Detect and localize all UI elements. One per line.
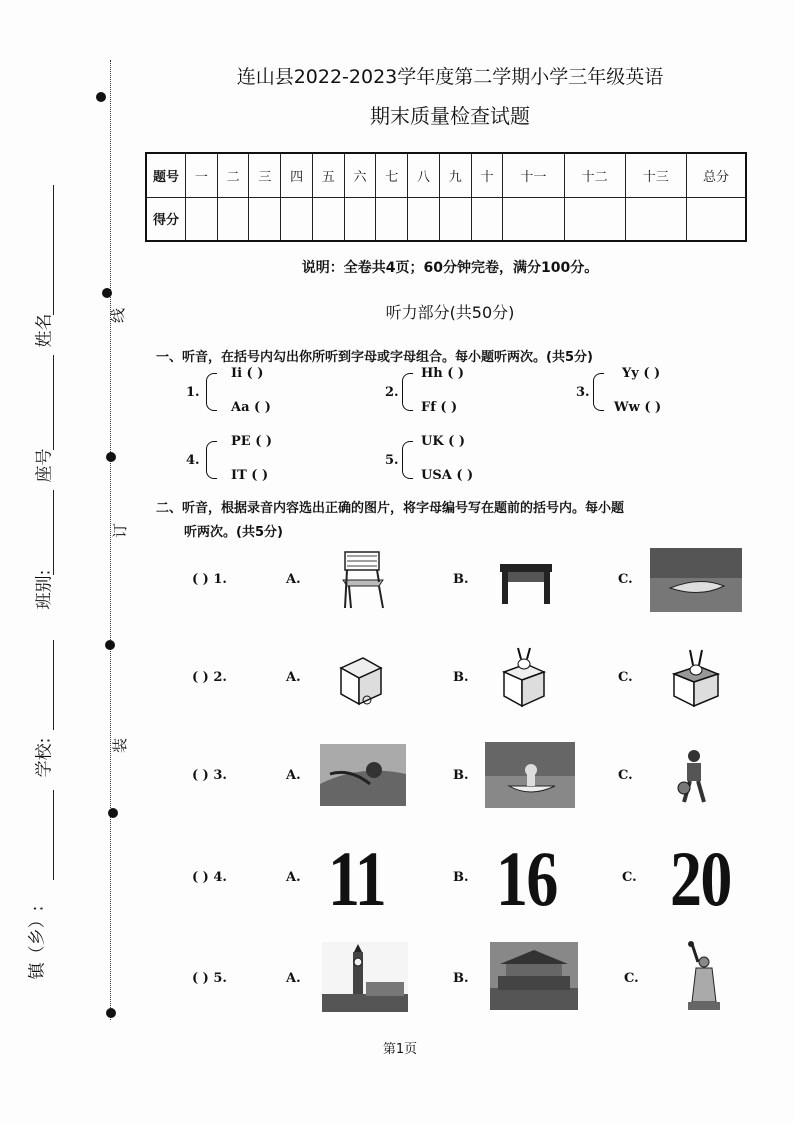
brace-icon [206, 441, 217, 479]
score-col: 十一 [503, 153, 564, 197]
box-icon [335, 650, 385, 708]
rabbit-in-box-icon [668, 646, 724, 708]
choice-label: A. [286, 572, 301, 587]
chair-icon [335, 548, 391, 610]
choice-label: B. [453, 572, 469, 587]
brace-icon [593, 373, 604, 411]
class-label: 班别: [34, 569, 55, 610]
driving-car-image [320, 744, 406, 806]
answer-bracket[interactable]: ( ) 1. [192, 572, 227, 587]
option-b[interactable]: USA ( ) [421, 468, 474, 483]
binding-hole [105, 640, 115, 650]
rowing-boat-image [485, 742, 575, 808]
seat-label: 座号 [34, 448, 55, 483]
choice-label: B. [453, 971, 469, 986]
option-a[interactable]: Yy ( ) [622, 366, 661, 381]
score-col: 八 [408, 153, 440, 197]
name-underline [53, 185, 54, 315]
binding-text-xian: 线 [109, 307, 128, 324]
score-cell[interactable] [376, 197, 408, 241]
item-number: 2. [385, 385, 399, 400]
choice-label: C. [618, 572, 633, 587]
boat-on-water-image [650, 548, 742, 612]
answer-bracket[interactable]: ( ) 5. [192, 971, 227, 986]
score-col-total: 总分 [687, 153, 747, 197]
option-b[interactable]: Ff ( ) [421, 400, 458, 415]
score-cell[interactable] [439, 197, 471, 241]
town-underline [53, 790, 54, 880]
score-col: 二 [217, 153, 249, 197]
score-col: 十 [471, 153, 503, 197]
score-col: 三 [249, 153, 281, 197]
score-col: 十二 [564, 153, 625, 197]
school-underline [53, 640, 54, 730]
seat-underline [53, 355, 54, 450]
rabbit-on-box-icon [498, 646, 550, 708]
exam-title-line2: 期末质量检查试题 [370, 104, 530, 128]
tiananmen-image [490, 942, 578, 1010]
score-col: 七 [376, 153, 408, 197]
score-cell[interactable] [687, 197, 747, 241]
number-twenty: 20 [670, 835, 731, 922]
score-row-header: 题号 [146, 153, 186, 197]
brace-icon [402, 373, 413, 411]
choice-label: A. [286, 670, 301, 685]
item-number: 4. [186, 453, 200, 468]
score-cell[interactable] [503, 197, 564, 241]
school-label: 学校: [34, 737, 55, 778]
score-cell[interactable] [564, 197, 625, 241]
part2-instruction-line1: 二、听音，根据录音内容选出正确的图片，将字母编号写在题前的括号内。每小题 [156, 501, 625, 516]
binding-dotted-line [110, 60, 111, 1020]
score-col: 四 [281, 153, 313, 197]
choice-label: C. [618, 768, 633, 783]
boy-with-ball-icon [672, 748, 716, 808]
score-cell[interactable] [217, 197, 249, 241]
exam-title-line1: 连山县2022-2023学年度第二学期小学三年级英语 [236, 66, 664, 88]
option-b[interactable]: Ww ( ) [614, 400, 662, 415]
choice-label: A. [286, 971, 301, 986]
number-sixteen: 16 [496, 835, 557, 922]
binding-text-ding: 订 [111, 522, 130, 539]
choice-label: B. [453, 768, 469, 783]
item-number: 5. [385, 453, 399, 468]
class-underline [53, 490, 54, 575]
item-number: 3. [576, 385, 590, 400]
score-row-header: 得分 [146, 197, 186, 241]
score-col: 六 [344, 153, 376, 197]
number-eleven: 11 [328, 835, 386, 922]
score-cell[interactable] [281, 197, 313, 241]
big-ben-image [322, 942, 408, 1012]
page-number: 第1页 [382, 1042, 418, 1057]
score-cell[interactable] [408, 197, 440, 241]
score-cell[interactable] [312, 197, 344, 241]
binding-hole [108, 808, 118, 818]
name-label: 姓名 [34, 313, 55, 348]
exam-note: 说明：全卷共4页；60分钟完卷，满分100分。 [301, 260, 599, 276]
choice-label: C. [618, 670, 633, 685]
statue-of-liberty-icon [678, 940, 728, 1012]
score-table [145, 152, 747, 242]
brace-icon [206, 373, 217, 411]
option-a[interactable]: PE ( ) [231, 434, 273, 449]
score-col: 十三 [625, 153, 686, 197]
choice-label: A. [286, 870, 301, 885]
option-a[interactable]: Hh ( ) [421, 366, 465, 381]
choice-label: B. [453, 670, 469, 685]
part2-instruction-line2: 听两次。(共5分) [184, 525, 283, 540]
score-cell[interactable] [344, 197, 376, 241]
binding-hole [96, 92, 106, 102]
binding-text-zhuang: 装 [111, 737, 130, 754]
score-col: 五 [312, 153, 344, 197]
option-b[interactable]: IT ( ) [231, 468, 269, 483]
option-a[interactable]: Ii ( ) [231, 366, 264, 381]
option-b[interactable]: Aa ( ) [231, 400, 271, 415]
score-col: 一 [186, 153, 218, 197]
choice-label: A. [286, 768, 301, 783]
answer-bracket[interactable]: ( ) 4. [192, 870, 227, 885]
answer-bracket[interactable]: ( ) 2. [192, 670, 227, 685]
desk-icon [498, 560, 554, 606]
score-cell[interactable] [471, 197, 503, 241]
brace-icon [402, 441, 413, 479]
item-number: 1. [186, 385, 200, 400]
score-cell[interactable] [186, 197, 218, 241]
listening-section-title: 听力部分(共50分) [385, 303, 515, 322]
score-col: 九 [439, 153, 471, 197]
binding-hole [106, 1008, 116, 1018]
binding-hole [106, 452, 116, 462]
score-cell[interactable] [625, 197, 686, 241]
binding-hole [102, 288, 112, 298]
score-cell[interactable] [249, 197, 281, 241]
choice-label: B. [453, 870, 469, 885]
option-a[interactable]: UK ( ) [421, 434, 465, 449]
answer-bracket[interactable]: ( ) 3. [192, 768, 227, 783]
part1-instruction: 一、听音，在括号内勾出你所听到字母或字母组合。每小题听两次。(共5分) [156, 350, 593, 365]
town-label: 镇（乡）: [27, 905, 48, 980]
choice-label: C. [622, 870, 637, 885]
choice-label: C. [624, 971, 639, 986]
